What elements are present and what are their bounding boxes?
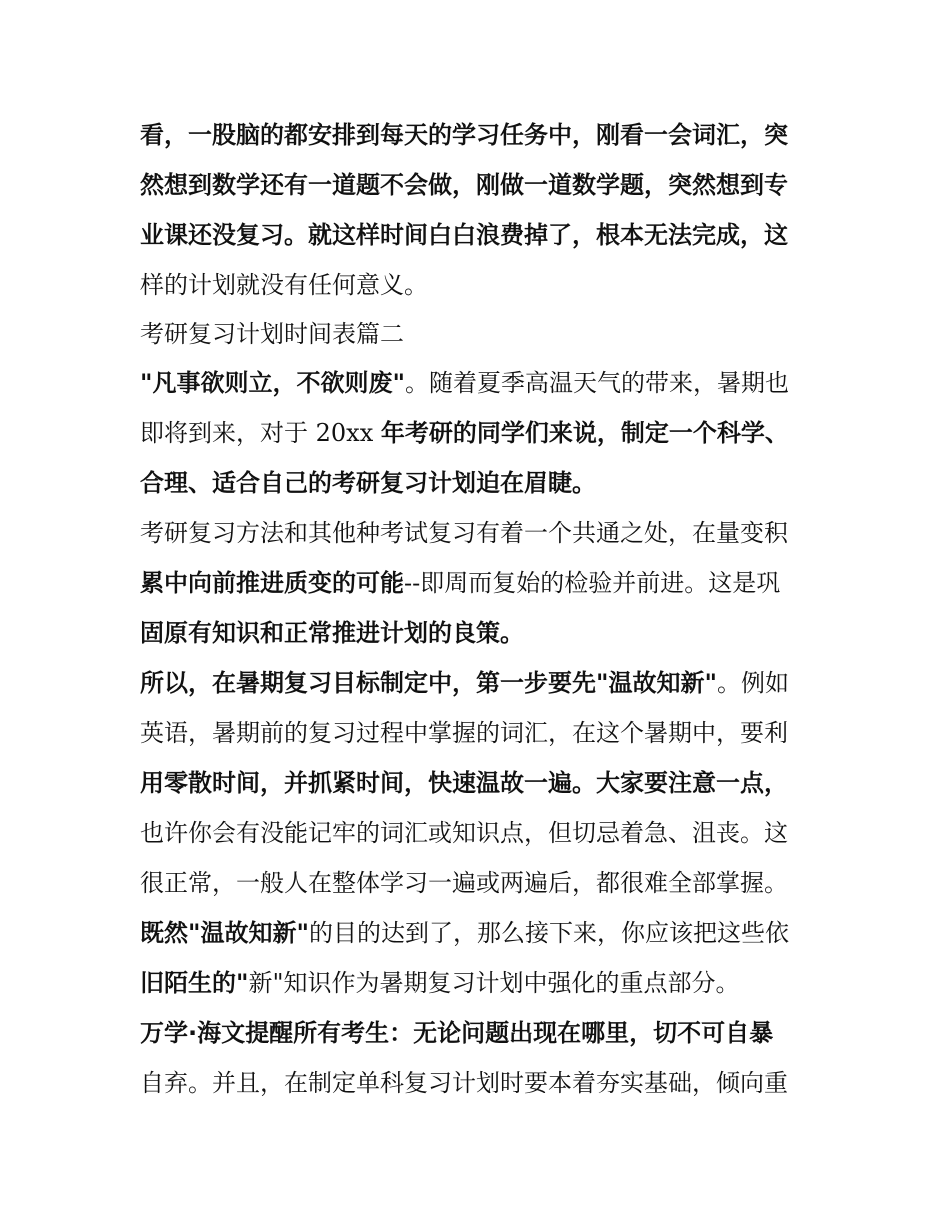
text-segment: 即将到来，对于 20xx: [140, 419, 381, 447]
text-segment: 年考研的同学们来说，制定一个科学、: [380, 419, 789, 447]
text-segment: 然想到数学还有一道题不会做，刚做一道数学题，突然想到专: [140, 171, 788, 199]
text-segment: 自弃。并且，在制定单科复习计划时要本着夯实基础，倾向重: [140, 1069, 788, 1097]
text-line: [140, 358, 812, 408]
text-segment: 业课还没复习。就这样时间白白浪费掉了，根本无法完成，这: [140, 221, 788, 249]
text-segment: 。例如: [717, 669, 790, 697]
text-line: [140, 210, 812, 260]
text-line: [140, 808, 812, 858]
text-line: [140, 658, 812, 708]
text-segment: 。随着夏季高温天气的带来，暑期也: [405, 369, 790, 397]
text-segment: 也许你会有没能记牢的词汇或知识点，但切忌着急、沮丧。这: [140, 819, 788, 847]
text-line: [140, 110, 812, 160]
text-segment: 用零散时间，并抓紧时间，快速温故一遍。大家要注意一点，: [140, 769, 788, 797]
text-segment: "凡事欲则立，不欲则废": [140, 369, 406, 397]
text-line: [140, 958, 812, 1008]
text-line: [140, 608, 812, 658]
text-line: [140, 908, 812, 958]
text-segment: 的目的达到了，那么接下来，你应该把这些依: [309, 919, 790, 947]
text-segment: 新"知识作为暑期复习计划中强化的重点部分。: [248, 969, 740, 997]
text-line: [140, 408, 812, 458]
text-segment: 旧陌生的": [140, 969, 249, 997]
text-line: [140, 708, 812, 758]
text-line: [140, 558, 812, 608]
text-segment: 合理、适合自己的考研复习计划迫在眉睫。: [140, 469, 596, 497]
text-segment: 很正常，一般人在整体学习一遍或两遍后，都很难全部掌握。: [140, 869, 788, 897]
section-heading: [140, 310, 812, 358]
text-segment: 所以，在暑期复习目标制定中，第一步要先"温故知新": [140, 669, 718, 697]
text-segment: 考研复习方法和其他种考试复习有着一个共通之处，在量变积: [140, 519, 788, 547]
text-segment: 英语，暑期前的复习过程中掌握的词汇，在这个暑期中，要利: [140, 719, 788, 747]
text-line: [140, 260, 812, 310]
text-line: [140, 1058, 812, 1108]
text-line: [140, 758, 812, 808]
text-segment: 看，一股脑的都安排到每天的学习任务中，刚看一会词汇，突: [140, 121, 788, 149]
text-segment: --即周而复始的检验并前进。这是巩: [404, 569, 781, 597]
heading-text: 考研复习计划时间表篇二: [140, 320, 404, 348]
text-segment: 累中向前推进质变的可能: [140, 569, 404, 597]
text-line: [140, 1008, 812, 1058]
text-segment: 固原有知识和正常推进计划的良策。: [140, 619, 524, 647]
text-line: [140, 508, 812, 558]
text-line: [140, 458, 812, 508]
text-line: [140, 858, 812, 908]
document-page: [140, 110, 812, 1108]
text-segment: 万学·海文提醒所有考生：无论问题出现在哪里，切不可自暴: [140, 1019, 774, 1047]
text-line: [140, 160, 812, 210]
text-segment: 既然"温故知新": [140, 919, 310, 947]
text-segment: 样的计划就没有任何意义。: [140, 271, 428, 299]
